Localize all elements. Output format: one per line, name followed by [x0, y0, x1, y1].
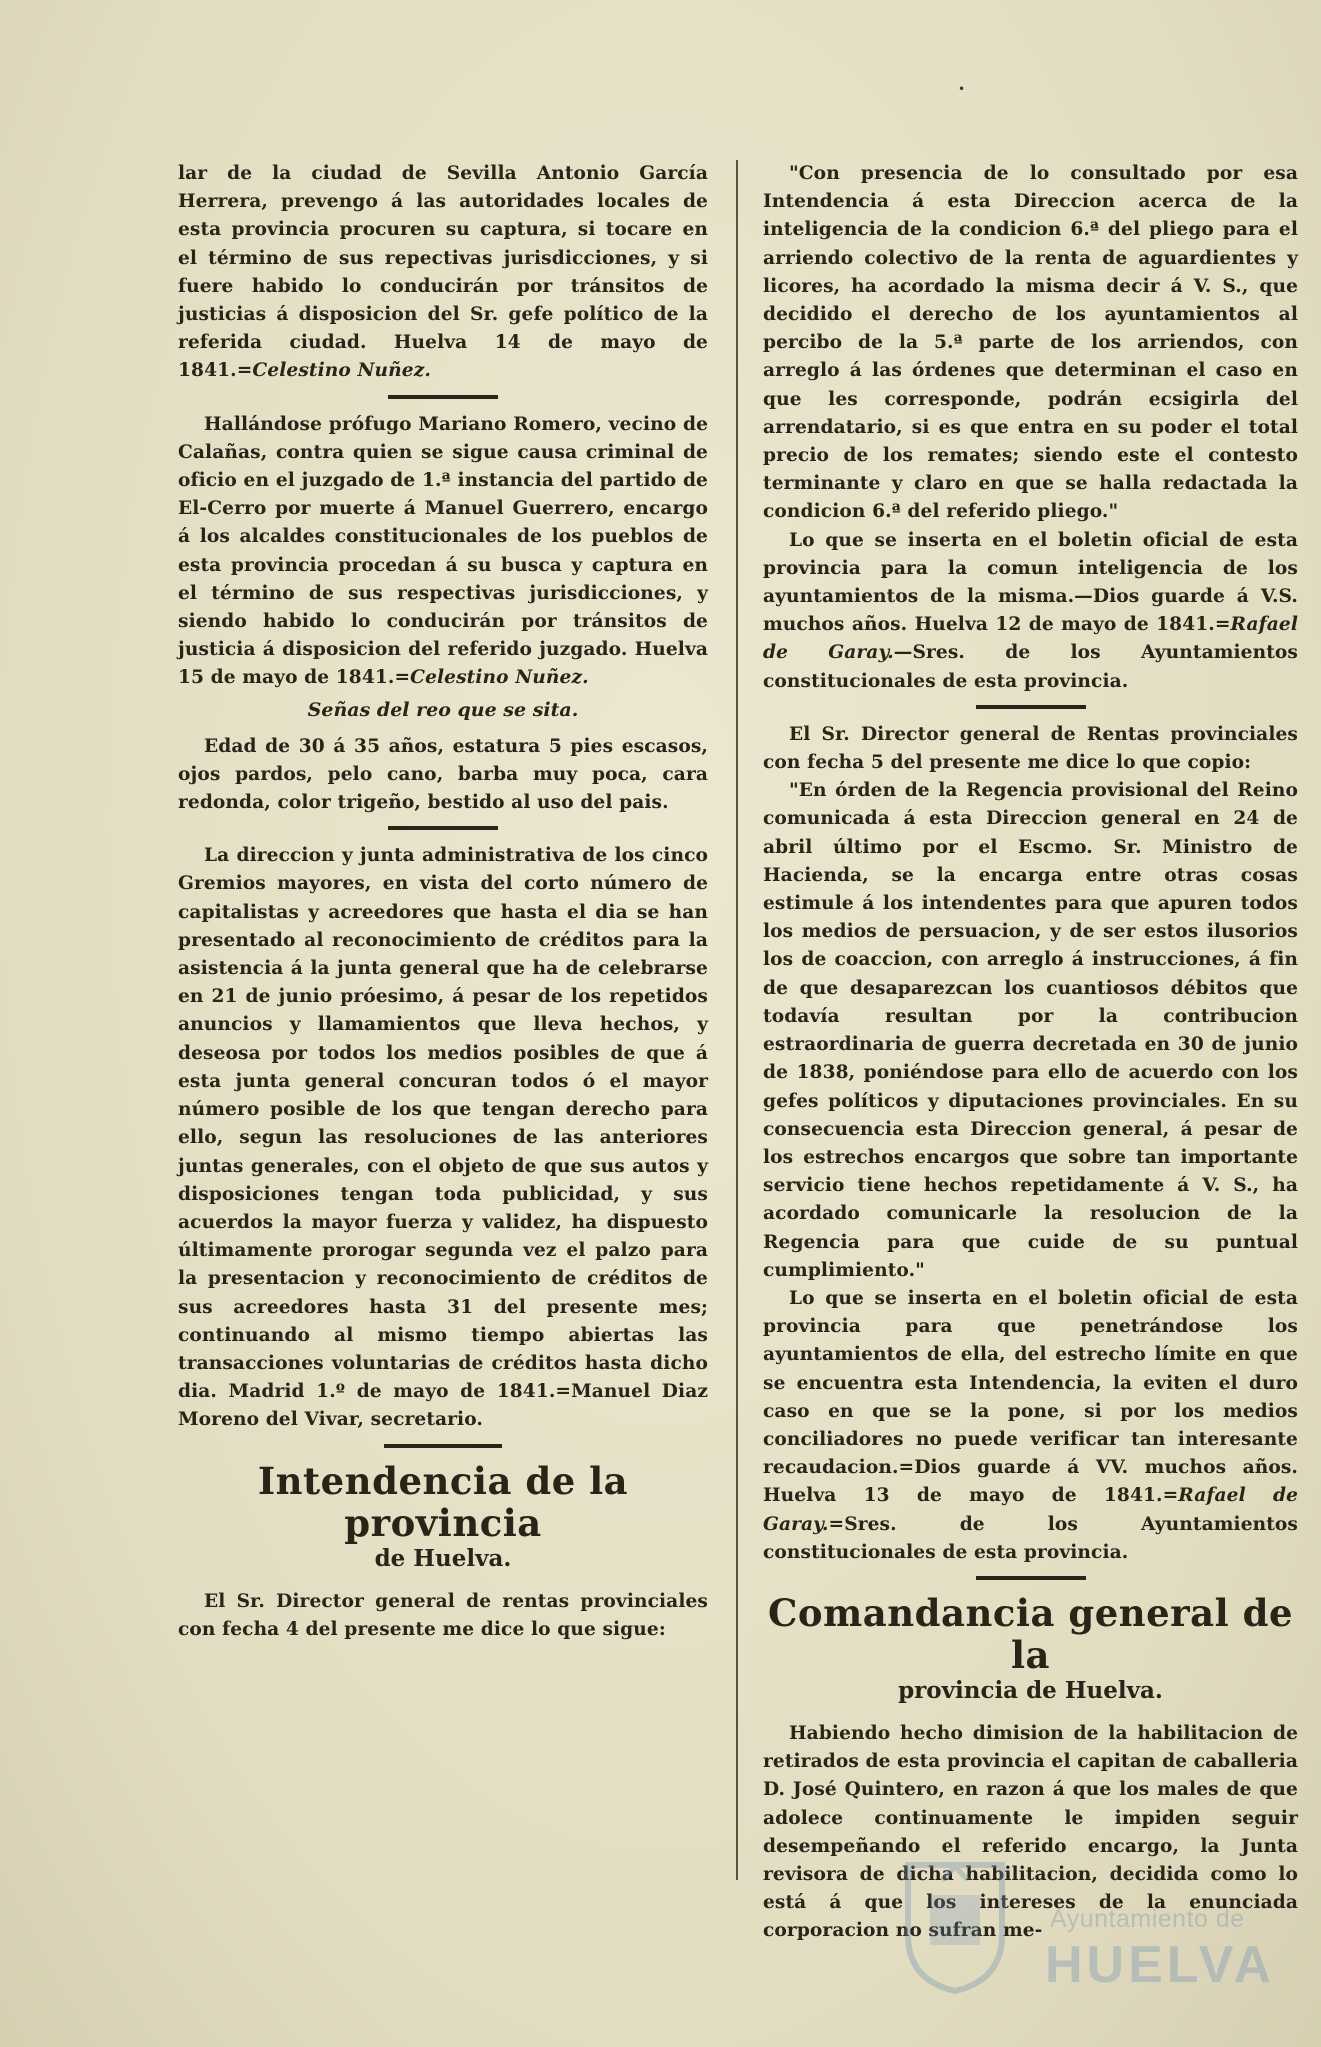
- separator-rule: [384, 1444, 502, 1448]
- left-column: [178, 160, 708, 1644]
- ayuntamiento-watermark: [900, 1855, 1276, 2015]
- separator-rule: [976, 705, 1086, 709]
- section-subtitle-comandancia: provincia de Huelva.: [898, 1676, 1163, 1704]
- watermark-caption: Ayuntamiento de: [1050, 1905, 1245, 1933]
- notice-habilitacion-retirados: Habiendo hecho dimision de la habilitacion de retirados de esta provincia el capitan de caballeria D. José Quintero, en razon á que los males de que adolece continuamente le impiden seguir desempeñando el referido encargo, la Junta revisora de dicha habilitacion, decidida como lo está á que los intereses de la enunciada corporacion no sufran me-: [763, 1722, 1298, 1942]
- section-subtitle-intendencia: de Huelva.: [374, 1544, 512, 1572]
- direccion-quote-aguardientes: "Con presencia de lo consultado por esa Intendencia á esta Direccion acerca de la inteligencia de la condicion 6.ª del pliego para el arriendo colectivo de la renta de aguardientes y licores, ha acordado la misma decir á V. S., que decidido el derecho de los ayuntamientos al percibo de la 5.ª parte de los arriendos, con arreglo á las órdenes que determinan el caso en que les corresponde, podrán ecsigirla del arrendatario, si es que entra en su poder el total precio de los remates; siendo este el contesto terminante y claro en que se halla redactada la condicion 6.ª del referido pliego.": [763, 163, 1298, 523]
- notice-mariano-romero: Hallándose prófugo Mariano Romero, vecino de Calañas, contra quien se sigue causa criminal de oficio en el juzgado de 1.ª instancia del partido de El-Cerro por muerte á Manuel Guerrero, encargo á los alcaldes constitucionales de los pueblos de esta provincia procedan á su busca y captura en el término de sus respectivas jurisdicciones, y siendo habido lo conducirán por tránsitos de justicia á disposicion del referido juzgado. Huelva 15 de mayo de 1841.=Celestino Nuñez.: [178, 413, 708, 689]
- section-title-comandancia: Comandancia general de la: [767, 1590, 1293, 1677]
- regencia-quote: "En órden de la Regencia provisional del Reino comunicada á esta Direccion general en 24 de abril último por el Escmo. Sr. Ministro de Hacienda, se la encarga entre otras cosas estimule á los intendentes para que apuren todos los medios de persuacion, y de ser estos ilusorios los de coaccion, con arreglo á instrucciones, á fin de que desaparezcan los cuantiosos débitos que todavía resultan por la contribucion estraordinaria de guerra decretada en 30 de junio de 1838, poniéndose para ello de acuerdo con los gefes políticos y diputaciones provinciales. En su consecuencia esta Direccion general, á pesar de los estrechos encargos que sobre tan importante servicio tiene hechos repetidamente á V. S., ha acordado comunicarle la resolucion de la Regencia para que cuide de su puntual cumplimiento.": [763, 780, 1298, 1281]
- column-divider: [736, 160, 738, 1880]
- separator-rule: [388, 395, 498, 399]
- suspect-description: Edad de 30 á 35 años, estatura 5 pies escasos, ojos pardos, pelo cano, barba muy poca, cara redonda, color trigeño, bestido al uso del pais.: [178, 735, 708, 814]
- notice-cinco-gremios: La direccion y junta administrativa de los cinco Gremios mayores, en vista del corto número de capitalistas y acreedores que hasta el dia se han presentado al reconocimiento de créditos para la asistencia á la junta general que ha de celebrarse en 21 de junio próesimo, á pesar de los repetidos anuncios y llamamientos que lleva hechos, y deseosa por todos los medios posibles de que á esta junta general concuran todos ó el mayor número posible de los que tengan derecho para ello, segun las resoluciones de las anteriores juntas generales, con el objeto de que sus autos y disposiciones tengan toda publicidad, y sus acuerdos la mayor fuerza y validez, ha dispuesto últimamente prorogar segunda vez el palzo para la presentacion y reconocimiento de créditos de sus acreedores hasta 31 del presente mes; continuando al mismo tiempo abiertas las transacciones voluntarias de créditos hasta dicho dia. Madrid 1.º de mayo de 1841.=Manuel Diaz Moreno del Vivar, secretario.: [178, 845, 708, 1431]
- ink-mark: •: [958, 82, 966, 96]
- right-column: [763, 160, 1298, 1946]
- direccion-intro-rentas: El Sr. Director general de Rentas provinciales con fecha 5 del presente me dice lo que copio:: [763, 723, 1298, 774]
- suspect-description-title: Señas del reo que se sita.: [307, 698, 579, 721]
- separator-rule: [388, 826, 498, 830]
- section-title-intendencia: Intendencia de la provincia: [257, 1458, 629, 1545]
- notice-rafael-garay-1: Lo que se inserta en el boletin oficial de esta provincia para la comun inteligencia de los ayuntamientos de la misma.—Dios guarde á V.S. muchos años. Huelva 12 de mayo de 1841.=Rafael de Garay.—Sres. de los Ayuntamientos constitucionales de esta provincia.: [763, 529, 1298, 692]
- notice-rafael-garay-2: Lo que se inserta en el boletin oficial de esta provincia para que penetrándose los ayuntamientos de ella, del estrecho límite en que se encuentra esta Intendencia, la eviten el duro caso en que se la pone, si por los medios conciliadores no puede verificar tan interesante recaudacion.=Dios guarde á VV. muchos años. Huelva 13 de mayo de 1841.=Rafael de Garay.=Sres. de los Ayuntamientos constitucionales de esta provincia.: [763, 1287, 1298, 1563]
- intendencia-intro: El Sr. Director general de rentas provinciales con fecha 4 del presente me dice lo que sigue:: [178, 1590, 708, 1640]
- notice-garcia-herrera: lar de la ciudad de Sevilla Antonio García Herrera, prevengo á las autoridades locales de esta provincia procuren su captura, si tocare en el término de sus repectivas jurisdicciones, y si fuere habido lo conducirán por tránsitos de justicias á disposicion del Sr. gefe político de la referida ciudad. Huelva 14 de mayo de 1841.=Celestino Nuñez.: [178, 163, 708, 382]
- watermark-city: HUELVA: [1045, 1936, 1276, 1994]
- separator-rule: [976, 1576, 1086, 1580]
- city-shield-icon: [900, 1855, 1010, 1995]
